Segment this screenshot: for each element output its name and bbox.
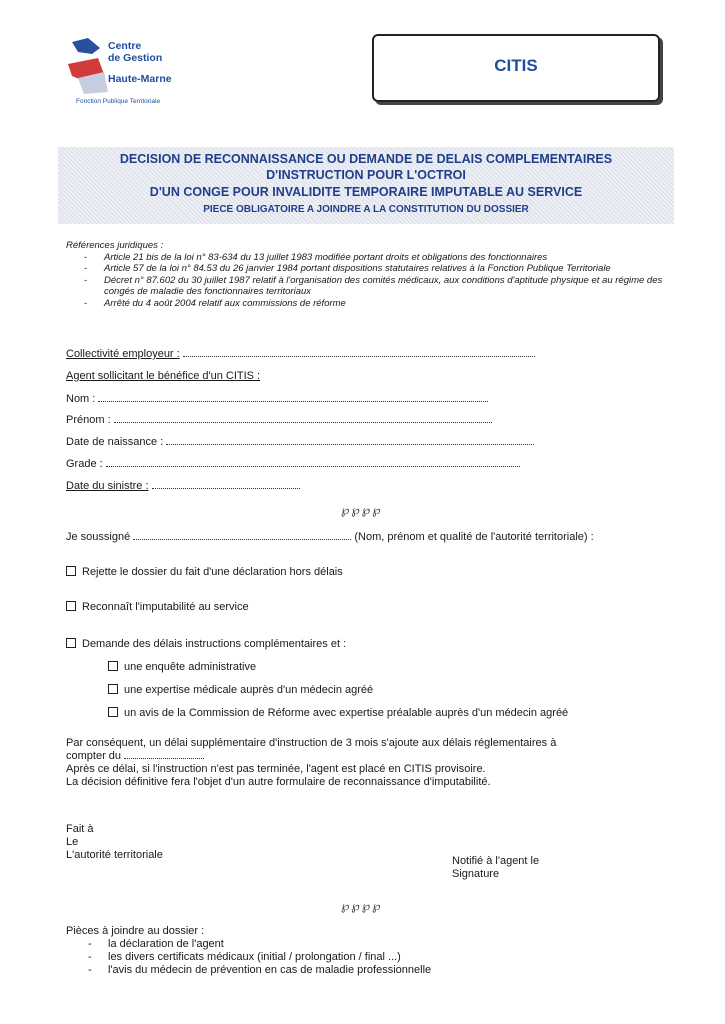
logo-text-region: Haute-Marne [108, 73, 172, 85]
reference-item: - Article 21 bis de la loi n° 83-634 du 13 juillet 1983 modifiée portant droits et obligations des fonctionnaires [104, 252, 666, 264]
references-heading: Références juridiques : [66, 240, 164, 251]
checkbox[interactable] [108, 661, 118, 671]
reference-item: - Décret n° 87.602 du 30 juillet 1987 relatif à l'organisation des comités médicaux, aux conditions d'aptitude physique et au régime des congés de maladie des fonctionnaires territoriaux [104, 275, 666, 298]
sub-option-enquete[interactable]: une enquête administrative [108, 661, 256, 673]
checkbox[interactable] [66, 601, 76, 611]
agent-heading: Agent sollicitant le bénéfice d'un CITIS : [66, 370, 261, 382]
logo-subtitle: Fonction Publique Territoriale [76, 98, 161, 105]
date-naissance-field[interactable]: Date de naissance : [66, 435, 534, 448]
title-line-4: PIECE OBLIGATOIRE A JOINDRE A LA CONSTITUTION DU DOSSIER [203, 204, 529, 215]
notification-block: Notifié à l'agent le Signature [452, 855, 540, 880]
title-line-1: DECISION DE RECONNAISSANCE OU DEMANDE DE DELAIS COMPLEMENTAIRES [119, 152, 613, 166]
option-reconnait[interactable]: Reconnaît l'imputabilité au service [66, 601, 249, 613]
title-band [58, 147, 674, 224]
consequence-paragraph: Par conséquent, un délai supplémentaire d'instruction de 3 mois s'ajoute aux délais réglementaires à compter du Après ce délai, si l'instruction n'est pas terminée, l'agent est placé en CITIS provisoire. La décision définitive fera l'objet d'un autre formulaire de reconnaissance d'imputabilité. [66, 737, 557, 788]
checkbox[interactable] [66, 566, 76, 576]
soussigne-field[interactable]: Je soussigné (Nom, prénom et qualité de l'autorité territoriale) : [66, 531, 594, 543]
title-line-2: D'INSTRUCTION POUR L'OCTROI [266, 168, 466, 182]
logo-text: Centre de Gestion [108, 40, 163, 64]
citis-badge: CITIS [372, 34, 660, 102]
prenom-field[interactable]: Prénom : [66, 413, 492, 426]
title-line-3: D'UN CONGE POUR INVALIDITE TEMPORAIRE IMPUTABLE AU SERVICE [149, 185, 583, 199]
sub-option-expertise[interactable]: une expertise médicale auprès d'un médecin agréé [108, 684, 373, 696]
pieces-list: Pièces à joindre au dossier : - la déclaration de l'agent - les divers certificats médicaux (initial / prolongation / final ...) - l'avis du médecin de prévention en cas de maladie professionnelle [66, 925, 586, 977]
reference-item: - Arrêté du 4 août 2004 relatif aux commissions de réforme [104, 298, 666, 310]
collectivite-field[interactable]: Collectivité employeur : [66, 347, 535, 360]
separator: ℘℘℘℘ [341, 503, 383, 517]
date-sinistre-field[interactable]: Date du sinistre : [66, 479, 300, 492]
checkbox[interactable] [108, 684, 118, 694]
legal-references [66, 240, 666, 309]
piece-item: - les divers certificats médicaux (initial / prolongation / final ...) [88, 951, 401, 963]
reference-item: - Article 57 de la loi n° 84.53 du 26 janvier 1984 portant dispositions statutaires relatives à la Fonction Publique Territoriale [104, 263, 666, 275]
checkbox[interactable] [108, 707, 118, 717]
sub-option-commission[interactable]: un avis de la Commission de Réforme avec expertise préalable auprès d'un médecin agréé [108, 707, 568, 719]
piece-item: - la déclaration de l'agent [88, 938, 224, 950]
option-demande[interactable]: Demande des délais instructions complémentaires et : [66, 638, 346, 650]
separator: ℘℘℘℘ [341, 899, 383, 913]
piece-item: - l'avis du médecin de prévention en cas de maladie professionnelle [88, 964, 432, 976]
grade-field[interactable]: Grade : [66, 457, 520, 470]
option-rejette[interactable]: Rejette le dossier du fait d'une déclaration hors délais [66, 566, 343, 578]
signature-block: Fait à Le L'autorité territoriale [66, 823, 163, 861]
nom-field[interactable]: Nom : [66, 392, 488, 405]
checkbox[interactable] [66, 638, 76, 648]
